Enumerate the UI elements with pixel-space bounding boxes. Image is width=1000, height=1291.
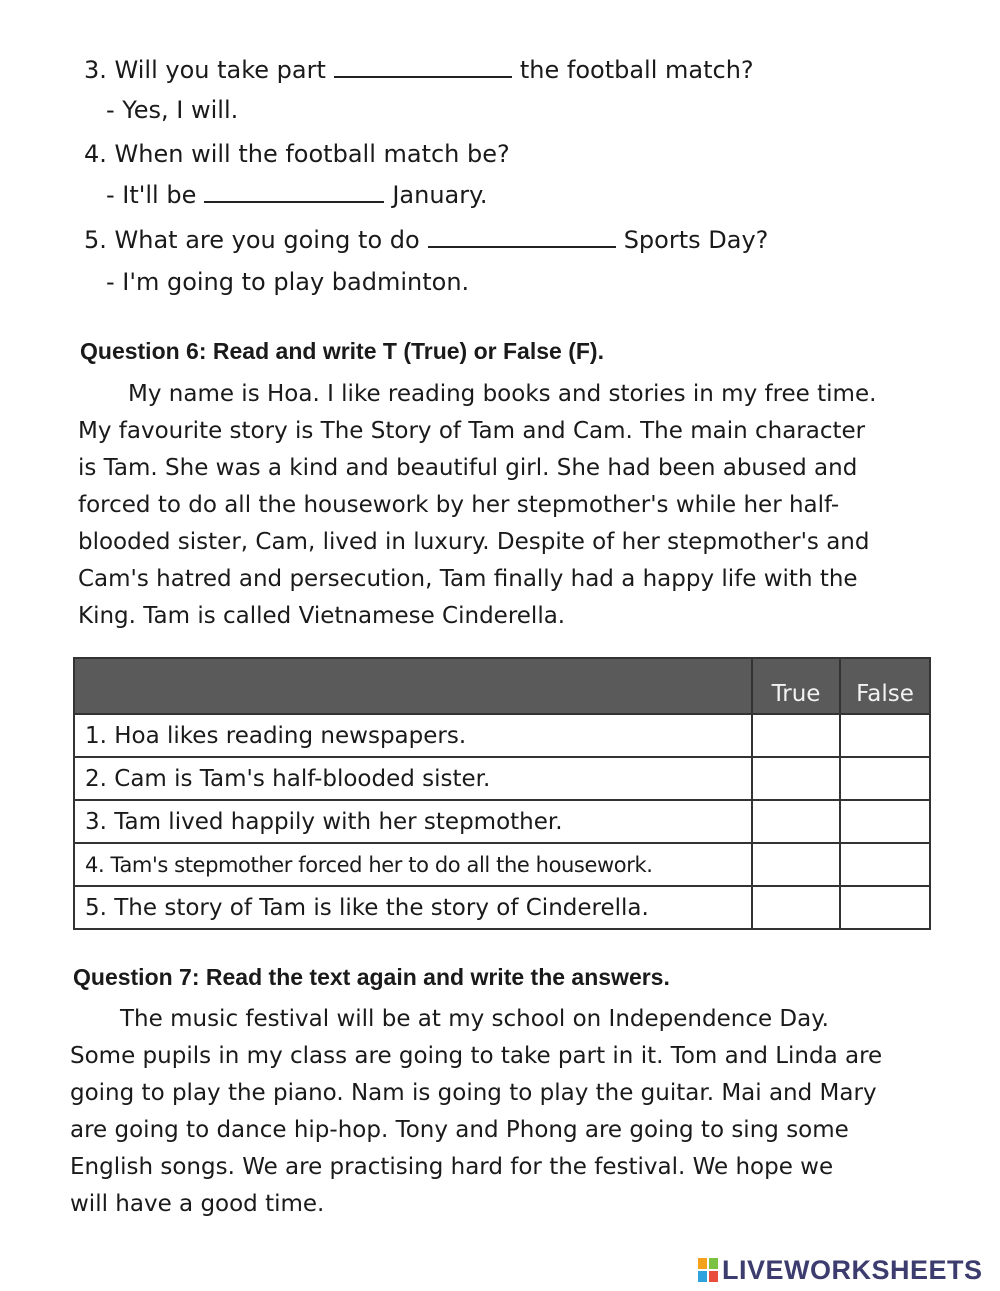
false-answer-box[interactable] xyxy=(840,886,930,929)
statement-cell: 4. Tam's stepmother forced her to do all the housework. xyxy=(74,843,752,886)
table-header-row xyxy=(74,658,930,714)
exercise-item-5-answer: - I'm going to play badminton. xyxy=(106,268,470,296)
false-answer-box[interactable] xyxy=(840,800,930,843)
answer-blank-4[interactable] xyxy=(204,181,384,203)
statement-cell: 2. Cam is Tam's half-blooded sister. xyxy=(74,757,752,800)
passage-line: My name is Hoa. I like reading books and stories in my free time. xyxy=(128,381,877,407)
answer-blank-3[interactable] xyxy=(334,56,512,78)
question-6-passage xyxy=(78,376,876,635)
statement-header xyxy=(74,658,752,714)
logo-text: LIVEWORKSHEETS xyxy=(722,1254,983,1285)
false-answer-box[interactable] xyxy=(840,843,930,886)
exercise-item-3-question: 3. Will you take part the football match? xyxy=(84,56,754,84)
passage-line: is Tam. She was a kind and beautiful girl. She had been abused and xyxy=(78,455,858,481)
table-row xyxy=(74,886,930,929)
liveworksheets-logo-icon xyxy=(698,1258,718,1282)
passage-line: The music festival will be at my school on Independence Day. xyxy=(120,1006,829,1032)
logo-square xyxy=(709,1271,718,1282)
exercise-item-3-answer: - Yes, I will. xyxy=(106,96,239,124)
statement-cell: 5. The story of Tam is like the story of Cinderella. xyxy=(74,886,752,929)
liveworksheets-logo xyxy=(698,1255,983,1285)
question-7-passage xyxy=(70,1001,882,1223)
true-answer-box[interactable] xyxy=(752,886,840,929)
exercise-item-4-question: 4. When will the football match be? xyxy=(84,140,510,168)
passage-line: are going to dance hip-hop. Tony and Phong are going to sing some xyxy=(70,1117,849,1143)
true-header: True xyxy=(752,658,840,714)
exercise-item-5-question: 5. What are you going to do Sports Day? xyxy=(84,226,769,254)
question-7-title: Question 7: Read the text again and write the answers. xyxy=(73,964,670,990)
true-answer-box[interactable] xyxy=(752,800,840,843)
true-answer-box[interactable] xyxy=(752,714,840,757)
table-row xyxy=(74,843,930,886)
table-row xyxy=(74,800,930,843)
true-answer-box[interactable] xyxy=(752,757,840,800)
false-header: False xyxy=(840,658,930,714)
passage-line: King. Tam is called Vietnamese Cinderella. xyxy=(78,603,566,629)
table-row xyxy=(74,714,930,757)
true-answer-box[interactable] xyxy=(752,843,840,886)
exercise-item-4-answer: - It'll be January. xyxy=(106,181,488,209)
true-false-table xyxy=(73,657,931,930)
passage-line: English songs. We are practising hard for the festival. We hope we xyxy=(70,1154,834,1180)
logo-square xyxy=(698,1271,707,1282)
logo-square xyxy=(698,1258,707,1269)
passage-line: will have a good time. xyxy=(70,1191,325,1217)
false-answer-box[interactable] xyxy=(840,714,930,757)
passage-line: blooded sister, Cam, lived in luxury. Despite of her stepmother's and xyxy=(78,529,870,555)
passage-line: Cam's hatred and persecution, Tam finally had a happy life with the xyxy=(78,566,858,592)
passage-line: forced to do all the housework by her stepmother's while her half- xyxy=(78,492,840,518)
passage-line: My favourite story is The Story of Tam and Cam. The main character xyxy=(78,418,866,444)
passage-line: going to play the piano. Nam is going to play the guitar. Mai and Mary xyxy=(70,1080,877,1106)
answer-blank-5[interactable] xyxy=(428,226,616,248)
false-answer-box[interactable] xyxy=(840,757,930,800)
statement-cell: 1. Hoa likes reading newspapers. xyxy=(74,714,752,757)
statement-cell: 3. Tam lived happily with her stepmother. xyxy=(74,800,752,843)
question-6-title: Question 6: Read and write T (True) or False (F). xyxy=(80,338,604,364)
passage-line: Some pupils in my class are going to take part in it. Tom and Linda are xyxy=(70,1043,883,1069)
table-row xyxy=(74,757,930,800)
logo-square xyxy=(709,1258,718,1269)
